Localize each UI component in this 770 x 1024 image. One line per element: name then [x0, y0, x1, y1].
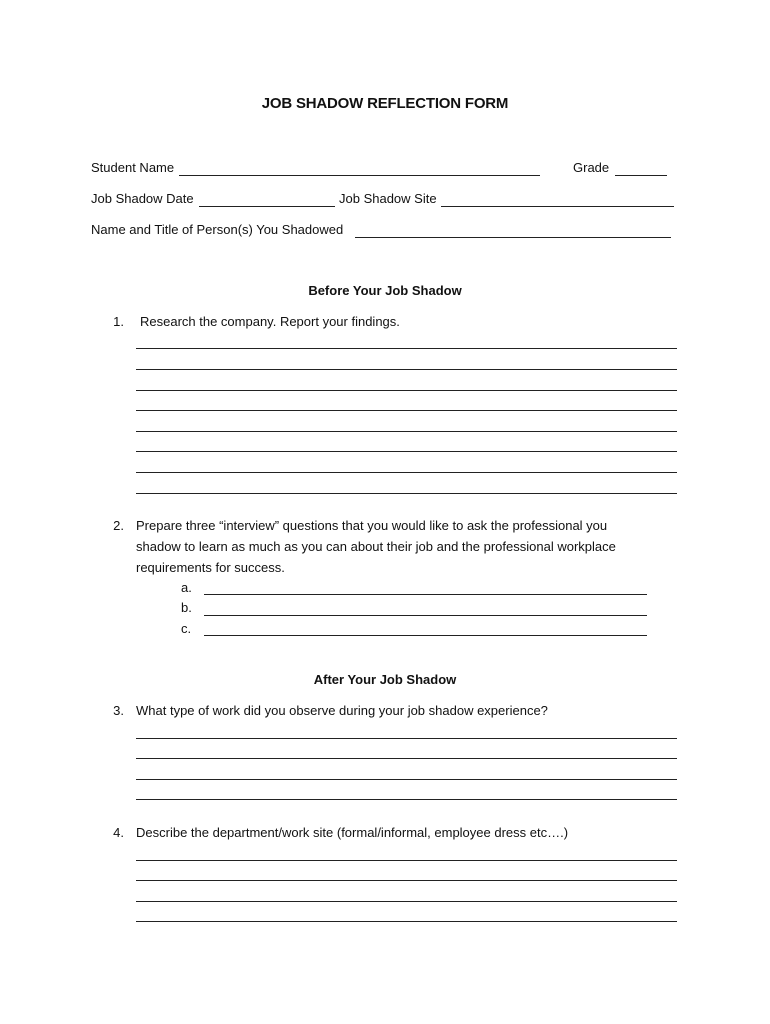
question-number: 4. [113, 825, 124, 840]
question-number: 2. [113, 518, 124, 533]
question-text-line: requirements for success. [136, 560, 285, 575]
answer-line[interactable] [136, 880, 677, 881]
answer-line[interactable] [136, 431, 677, 432]
answer-line[interactable] [136, 921, 677, 922]
form-title: JOB SHADOW REFLECTION FORM [261, 95, 509, 112]
question-text-line: Prepare three “interview” questions that you would like to ask the professional you [136, 518, 608, 533]
section-heading-before: Before Your Job Shadow [308, 283, 462, 298]
answer-line[interactable] [136, 369, 677, 370]
job-shadow-date-field[interactable] [199, 206, 335, 207]
question-text: What type of work did you observe during your job shadow experience? [136, 703, 548, 718]
answer-line[interactable] [136, 860, 677, 861]
question-text: Describe the department/work site (formal/informal, employee dress etc….) [136, 825, 569, 840]
sub-item-label: a. [181, 580, 192, 595]
answer-line[interactable] [136, 348, 677, 349]
sub-item-label: b. [181, 600, 192, 615]
job-shadow-date-label: Job Shadow Date [91, 191, 194, 206]
answer-line[interactable] [136, 779, 677, 780]
answer-line[interactable] [136, 472, 677, 473]
student-name-field[interactable] [179, 175, 540, 176]
grade-field[interactable] [615, 175, 667, 176]
sub-item-answer-line[interactable] [204, 615, 647, 616]
section-heading-after: After Your Job Shadow [313, 672, 457, 687]
answer-line[interactable] [136, 738, 677, 739]
answer-line[interactable] [136, 493, 677, 494]
job-shadow-site-field[interactable] [441, 206, 674, 207]
answer-line[interactable] [136, 451, 677, 452]
job-shadow-site-label: Job Shadow Site [339, 191, 437, 206]
question-number: 1. [113, 314, 124, 329]
answer-line[interactable] [136, 901, 677, 902]
question-number: 3. [113, 703, 124, 718]
sub-item-answer-line[interactable] [204, 635, 647, 636]
grade-label: Grade [573, 160, 610, 175]
sub-item-label: c. [181, 621, 192, 636]
question-text-line: shadow to learn as much as you can about their job and the professional workplace [136, 539, 616, 554]
answer-line[interactable] [136, 390, 677, 391]
answer-line[interactable] [136, 410, 677, 411]
sub-item-answer-line[interactable] [204, 594, 647, 595]
persons-shadowed-label: Name and Title of Person(s) You Shadowed [91, 222, 344, 237]
student-name-label: Student Name [91, 160, 175, 175]
question-text: Research the company. Report your findings. [140, 314, 400, 329]
answer-line[interactable] [136, 758, 677, 759]
persons-shadowed-field[interactable] [355, 237, 671, 238]
answer-line[interactable] [136, 799, 677, 800]
